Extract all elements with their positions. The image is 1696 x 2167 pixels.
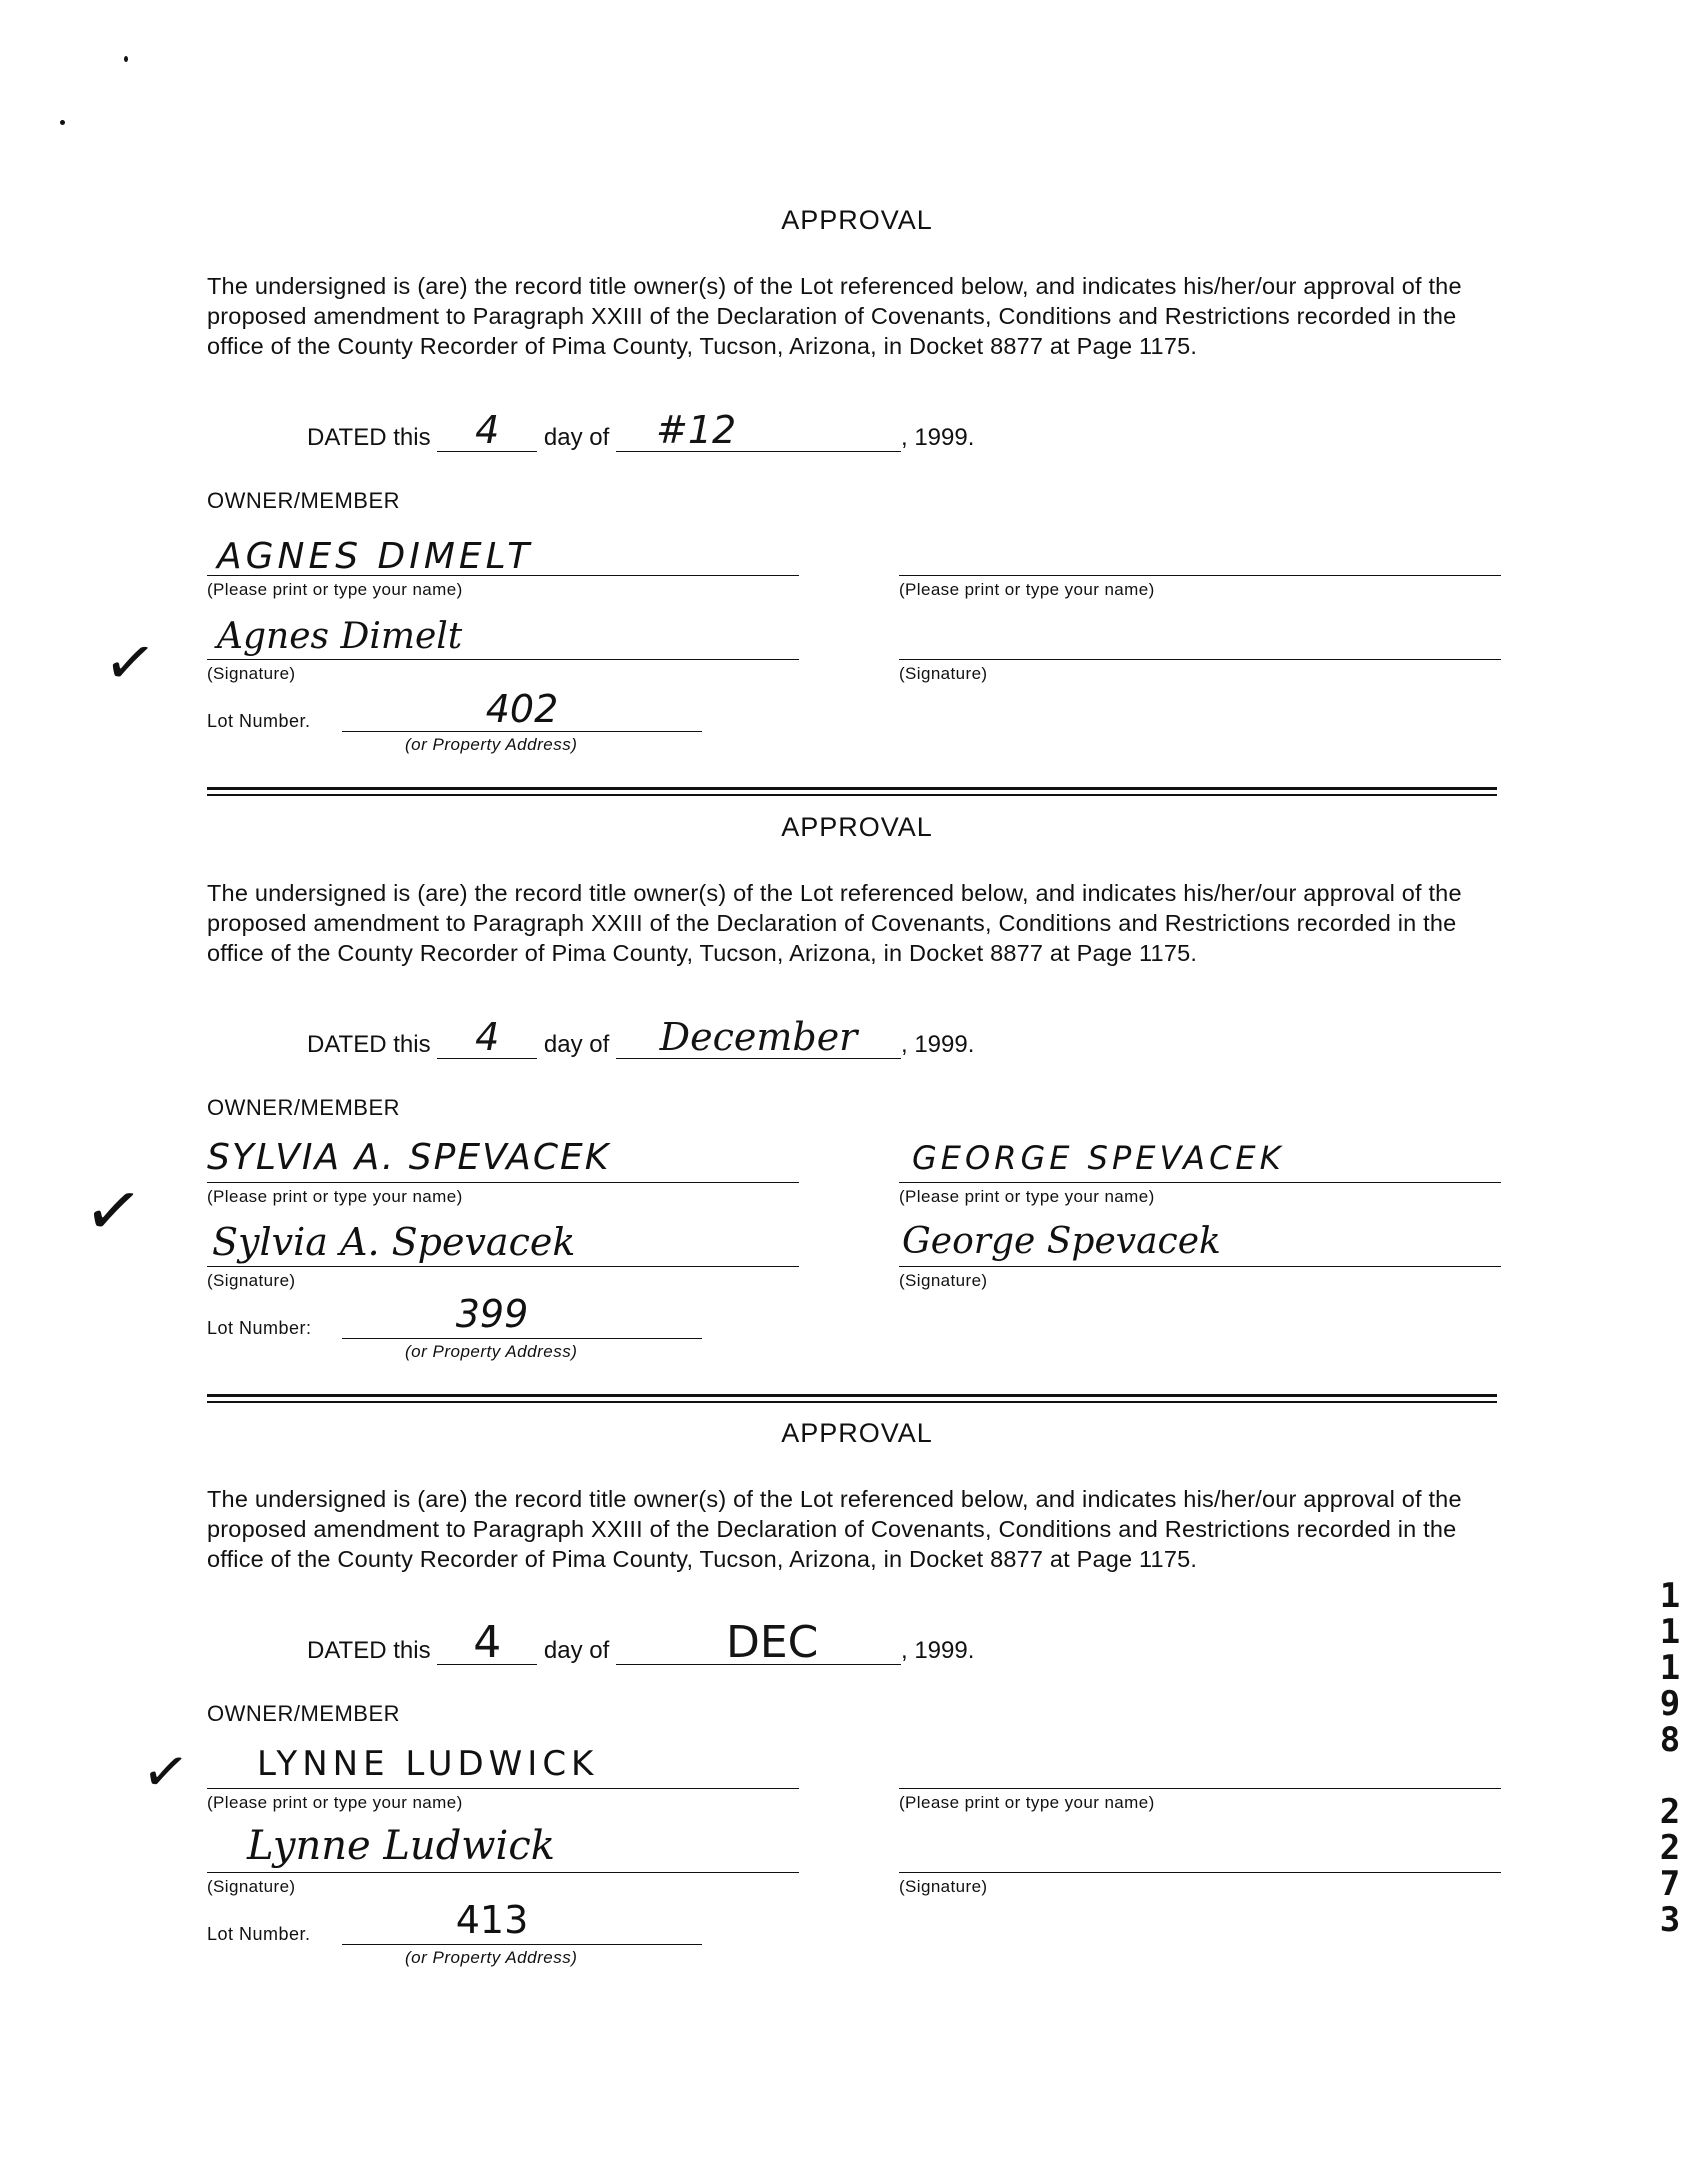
scan-speck: [60, 120, 65, 125]
owner2-signature-caption: (Signature): [899, 1271, 988, 1290]
owner-member-label: OWNER/MEMBER: [207, 488, 400, 513]
dated-line: [307, 1617, 975, 1668]
dated-line: [307, 1015, 975, 1059]
lot-number-line[interactable]: [342, 731, 702, 732]
scan-speck: [124, 56, 128, 62]
owner2-name-value: GEORGE SPEVACEK: [912, 1139, 1285, 1177]
owner1-name-value: LYNNE LUDWICK: [257, 1744, 599, 1784]
stamp-digit: 9: [1659, 1684, 1681, 1724]
owner-member-label: OWNER/MEMBER: [207, 1095, 400, 1120]
approval-paragraph: The undersigned is (are) the record title owner(s) of the Lot referenced below, and indicates his/her/our approval of the proposed amendment to Paragraph XXIII of the Declaration of Covenants, Conditions and Restrictions recorded in the office of the County Recorder of Pima County, Tucson, Arizona, in Docket 8877 at Page 1175.: [207, 880, 1462, 966]
owner2-name-line[interactable]: [899, 1182, 1501, 1183]
lot-number-caption: (or Property Address): [405, 1342, 578, 1361]
day-blank[interactable]: [437, 408, 537, 452]
owner1-signature-value: Sylvia A. Spevacek: [212, 1220, 576, 1264]
owner2-signature-caption: (Signature): [899, 664, 988, 683]
owner-member-label: OWNER/MEMBER: [207, 1701, 400, 1726]
month-value: December: [659, 1015, 858, 1059]
owner1-signature-line[interactable]: [207, 1872, 799, 1873]
approval-paragraph: The undersigned is (are) the record title owner(s) of the Lot referenced below, and indicates his/her/our approval of the proposed amendment to Paragraph XXIII of the Declaration of Covenants, Conditions and Restrictions recorded in the office of the County Recorder of Pima County, Tucson, Arizona, in Docket 8877 at Page 1175.: [207, 1486, 1462, 1572]
owner1-signature-caption: (Signature): [207, 1877, 296, 1896]
lot-number-label: Lot Number:: [207, 1318, 312, 1338]
lot-number-value: 413: [455, 1898, 529, 1942]
month-blank[interactable]: [616, 1015, 901, 1059]
owner1-signature-caption: (Signature): [207, 664, 296, 683]
section-title: APPROVAL: [781, 812, 933, 842]
checkmark: ✓: [78, 1166, 149, 1256]
owner2-name-line[interactable]: [899, 1788, 1501, 1789]
day-value: 4: [473, 1617, 502, 1668]
owner1-signature-line[interactable]: [207, 1266, 799, 1267]
owner1-signature-value: Lynne Ludwick: [247, 1823, 555, 1869]
section-divider: [207, 1394, 1497, 1407]
stamp-digit: 3: [1659, 1900, 1681, 1940]
lot-number-value: 399: [455, 1292, 529, 1336]
year-suffix: , 1999.: [900, 1637, 975, 1664]
owner1-name-caption: (Please print or type your name): [207, 1187, 463, 1206]
lot-number-label: Lot Number.: [207, 711, 311, 731]
owner1-signature-value: Agnes Dimelt: [217, 616, 463, 657]
approval-section-3: [207, 1418, 1497, 1978]
year-suffix: , 1999.: [900, 424, 975, 451]
owner2-signature-value: George Spevacek: [902, 1221, 1221, 1262]
year-suffix: , 1999.: [900, 1031, 975, 1058]
month-blank[interactable]: [616, 408, 901, 452]
month-blank[interactable]: [616, 1617, 901, 1668]
owner2-signature-line[interactable]: [899, 1266, 1501, 1267]
checkmark: ✓: [137, 1737, 194, 1808]
owner1-name-caption: (Please print or type your name): [207, 580, 463, 599]
owner1-name-value: SYLVIA A. SPEVACEK: [207, 1137, 611, 1178]
lot-number-caption: (or Property Address): [405, 735, 578, 754]
lot-number-line[interactable]: [342, 1944, 702, 1945]
day-value: 4: [475, 1015, 500, 1059]
month-value: #12: [655, 408, 737, 452]
stamp-digit: 8: [1659, 1720, 1681, 1760]
lot-number-value: 402: [485, 687, 559, 731]
stamp-digit: 1: [1659, 1648, 1681, 1688]
dated-prefix: DATED this: [307, 1637, 431, 1664]
checkmark: ✓: [99, 622, 161, 703]
section-title: APPROVAL: [781, 205, 933, 235]
approval-section-1: [207, 205, 1497, 765]
owner1-name-line[interactable]: [207, 575, 799, 576]
stamp-digit: 1: [1659, 1612, 1681, 1652]
recorder-stamp: [1652, 1578, 1688, 1938]
stamp-digit: 7: [1659, 1864, 1681, 1904]
owner1-signature-caption: (Signature): [207, 1271, 296, 1290]
day-of-label: day of: [543, 1637, 610, 1664]
month-value: DEC: [725, 1617, 819, 1668]
owner1-name-line[interactable]: [207, 1182, 799, 1183]
owner1-name-line[interactable]: [207, 1788, 799, 1789]
section-divider: [207, 787, 1497, 800]
owner2-name-caption: (Please print or type your name): [899, 1187, 1155, 1206]
dated-prefix: DATED this: [307, 1031, 431, 1058]
owner2-name-caption: (Please print or type your name): [899, 1793, 1155, 1812]
owner2-name-caption: (Please print or type your name): [899, 580, 1155, 599]
stamp-digit: 2: [1659, 1828, 1681, 1868]
dated-prefix: DATED this: [307, 424, 431, 451]
stamp-digit: 1: [1659, 1576, 1681, 1616]
day-blank[interactable]: [437, 1617, 537, 1668]
lot-number-label: Lot Number.: [207, 1924, 311, 1944]
stamp-digit: 2: [1659, 1792, 1681, 1832]
day-value: 4: [475, 408, 500, 452]
owner2-signature-caption: (Signature): [899, 1877, 988, 1896]
lot-number-caption: (or Property Address): [405, 1948, 578, 1967]
lot-number-line[interactable]: [342, 1338, 702, 1339]
owner2-name-line[interactable]: [899, 575, 1501, 576]
approval-paragraph: The undersigned is (are) the record title owner(s) of the Lot referenced below, and indicates his/her/our approval of the proposed amendment to Paragraph XXIII of the Declaration of Covenants, Conditions and Restrictions recorded in the office of the County Recorder of Pima County, Tucson, Arizona, in Docket 8877 at Page 1175.: [207, 273, 1462, 359]
owner2-signature-line[interactable]: [899, 1872, 1501, 1873]
owner2-signature-line[interactable]: [899, 659, 1501, 660]
owner1-signature-line[interactable]: [207, 659, 799, 660]
dated-line: [307, 408, 975, 452]
approval-section-2: [207, 812, 1497, 1372]
owner1-name-caption: (Please print or type your name): [207, 1793, 463, 1812]
owner1-name-value: AGNES DIMELT: [217, 536, 534, 577]
day-blank[interactable]: [437, 1015, 537, 1059]
section-title: APPROVAL: [781, 1418, 933, 1448]
stamp-gap: [1652, 1758, 1688, 1794]
day-of-label: day of: [543, 424, 610, 451]
day-of-label: day of: [543, 1031, 610, 1058]
